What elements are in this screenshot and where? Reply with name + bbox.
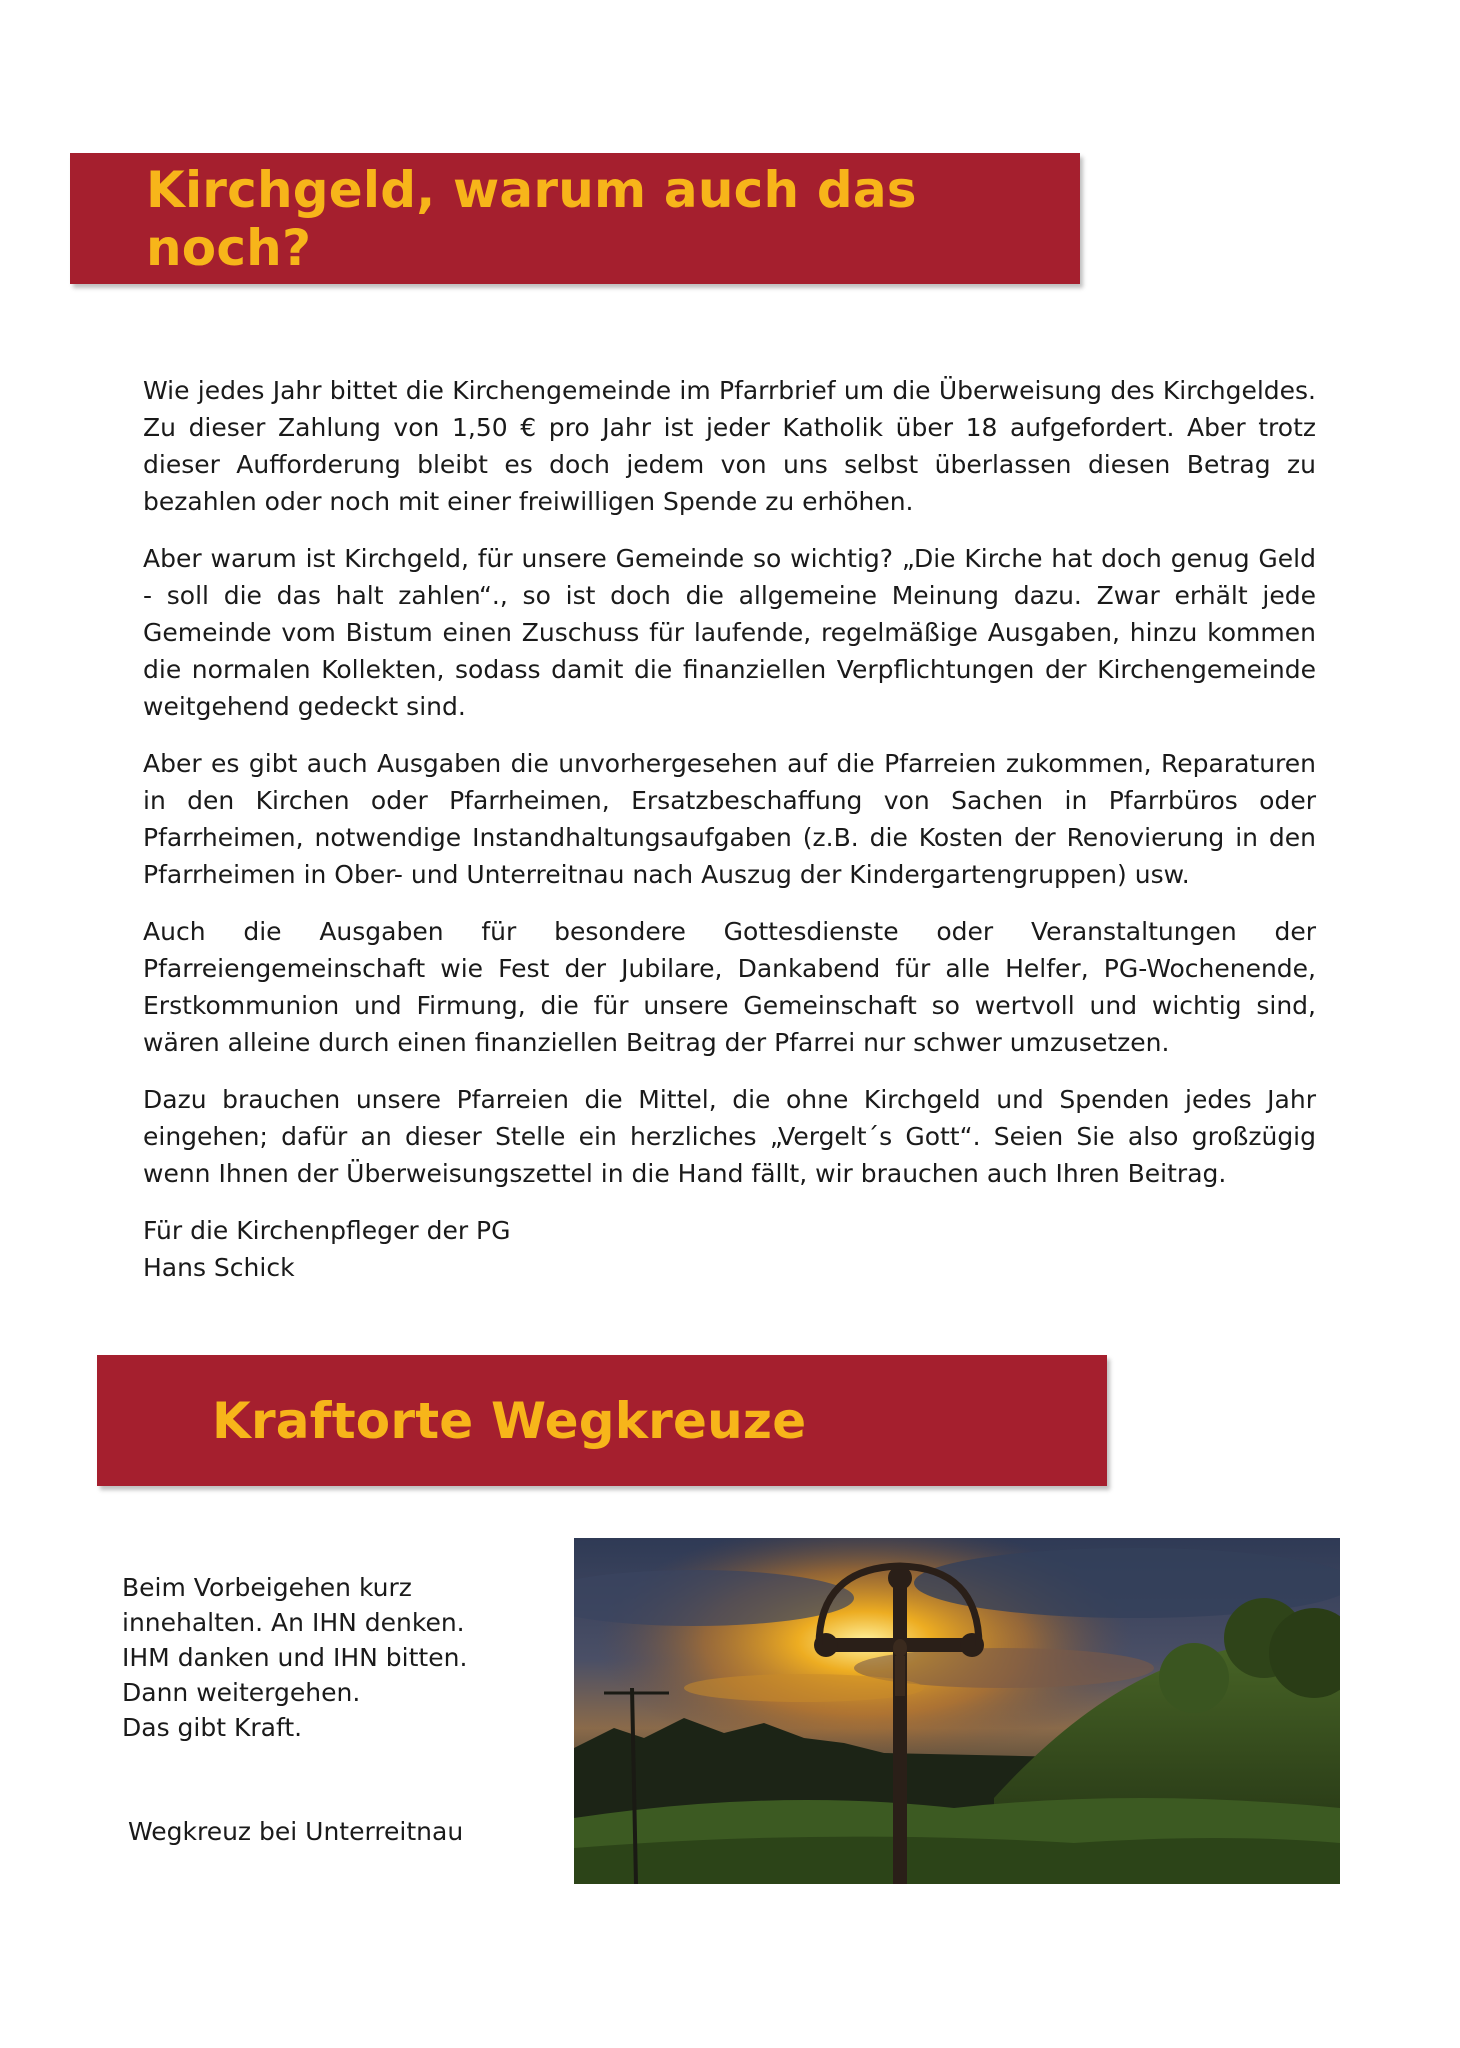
poem-line-4: Dann weitergehen.: [122, 1678, 361, 1707]
section-header-kirchgeld: [70, 153, 1080, 284]
signature-block: [143, 1212, 1316, 1286]
poem-line-3: IHM danken und IHN bitten.: [122, 1643, 468, 1672]
article-paragraph-5: Dazu brauchen unsere Pfarreien die Mittel, die ohne Kirchgeld und Spenden jedes Jahr eingehen; dafür an dieser Stelle ein herzliches „Vergelt´s Gott“. Seien Sie also großzügig wenn Ihnen der Überweisungszettel in die Hand fällt, wir brauchen auch Ihren Beitrag.: [143, 1085, 1316, 1188]
section-header-wegkreuze: [97, 1355, 1107, 1486]
poem-line-1: Beim Vorbeigehen kurz: [122, 1573, 412, 1602]
kirchgeld-article: [143, 372, 1316, 1286]
signature-name: Hans Schick: [143, 1253, 295, 1282]
section-title-wegkreuze: Kraftorte Wegkreuze: [212, 1391, 807, 1450]
article-paragraph-4: Auch die Ausgaben für besondere Gottesdienste oder Veranstaltungen der Pfarreiengemeinschaft wie Fest der Jubilare, Dankabend für alle Helfer, PG-Wochenende, Erstkommunion und Firmung, die für unsere Gemeinschaft so wertvoll und wichtig sind, wären alleine durch einen finanziellen Beitrag der Pfarrei nur schwer umzusetzen.: [143, 917, 1316, 1057]
article-paragraph-1: Wie jedes Jahr bittet die Kirchengemeinde im Pfarrbrief um die Überweisung des Kirchgeldes. Zu dieser Zahlung von 1,50 € pro Jahr ist jeder Katholik über 18 aufgefordert. Aber trotz dieser Aufforderung bleibt es doch jedem von uns selbst überlassen diesen Betrag zu bezahlen oder noch mit einer freiwilligen Spende zu erhöhen.: [143, 376, 1316, 516]
poem-line-5: Das gibt Kraft.: [122, 1713, 303, 1742]
signature-role: Für die Kirchenpfleger der PG: [143, 1216, 511, 1245]
article-paragraph-3: Aber es gibt auch Ausgaben die unvorhergesehen auf die Pfarreien zukommen, Reparaturen in den Kirchen oder Pfarrheimen, Ersatzbeschaffung von Sachen in Pfarrbüros oder Pfarrheimen, notwendige Instandhaltungsaufgaben (z.B. die Kosten der Renovierung in den Pfarrheimen in Ober- und Unterreitnau nach Auszug der Kindergartengruppen) usw.: [143, 749, 1316, 889]
poem-line-2: innehalten. An IHN denken.: [122, 1608, 465, 1637]
wayside-cross-photo: [574, 1538, 1340, 1884]
photo-caption: Wegkreuz bei Unterreitnau: [128, 1817, 464, 1846]
poem-text: [122, 1570, 552, 1745]
article-paragraph-2: Aber warum ist Kirchgeld, für unsere Gemeinde so wichtig? „Die Kirche hat doch genug Geld - soll die das halt zahlen“., so ist doch die allgemeine Meinung dazu. Zwar erhält jede Gemeinde vom Bistum einen Zuschuss für laufende, regelmäßige Ausgaben, hinzu kommen die normalen Kollekten, sodass damit die finanziellen Verpflichtungen der Kirchengemeinde weitgehend gedeckt sind.: [143, 544, 1316, 721]
section-title-kirchgeld: Kirchgeld, warum auch das noch?: [146, 160, 917, 277]
